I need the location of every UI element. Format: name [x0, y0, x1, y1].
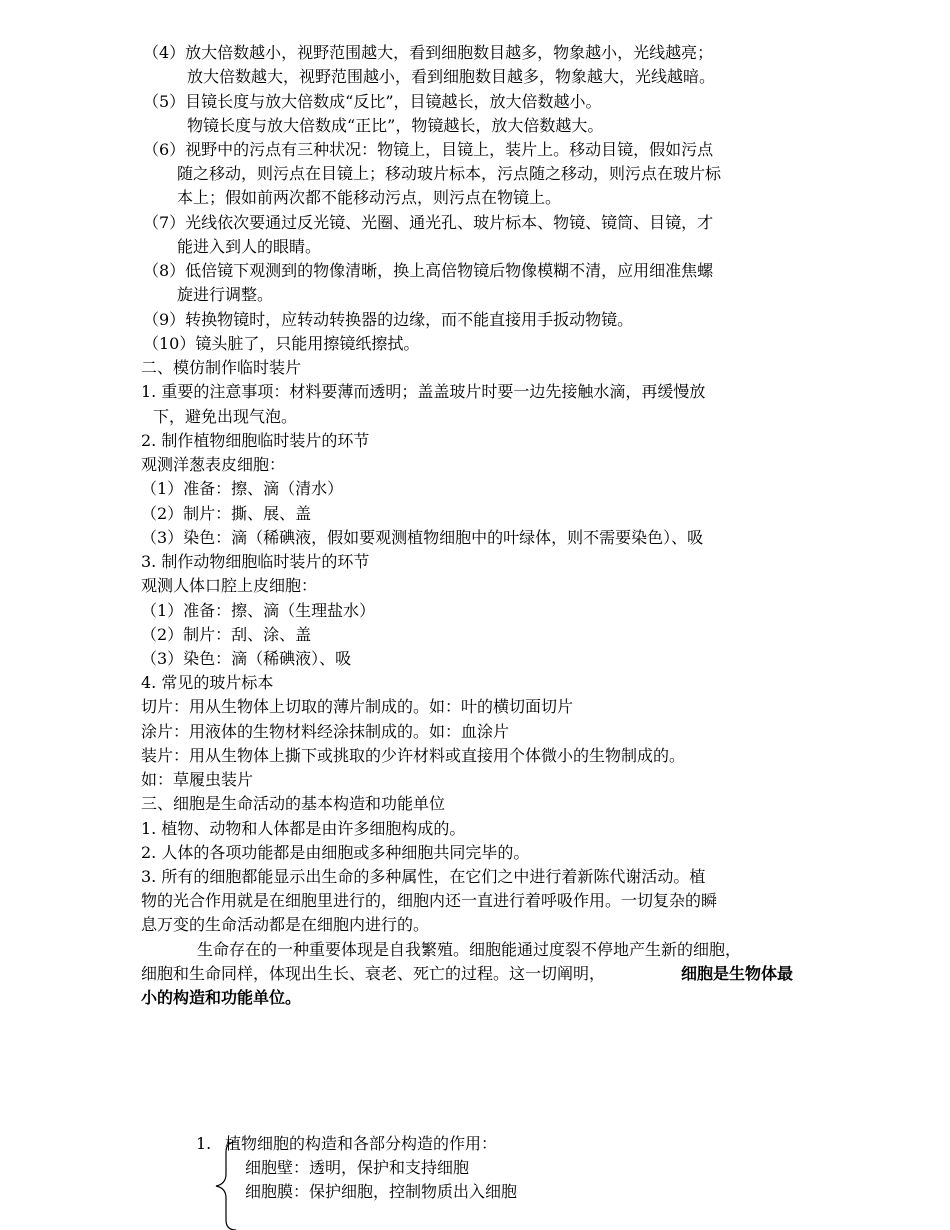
text-line: 二、模仿制作临时装片	[141, 358, 302, 377]
text-line: 下，避免出现气泡。	[153, 407, 298, 426]
text-line: （5）目镜长度与放大倍数成“反比”，目镜越长，放大倍数越小。	[143, 92, 602, 111]
text-line: （4）放大倍数越小，视野范围越大，看到细胞数目越多，物象越小，光线越亮；	[143, 43, 714, 62]
text-line: （10）镜头脏了，只能用擦镜纸擦拭。	[143, 334, 420, 353]
text-line: 2. 人体的各项功能都是由细胞或多种细胞共同完毕的。	[141, 843, 530, 862]
text-line: 能进入到人的眼睛。	[177, 237, 322, 256]
text-line: （6）视野中的污点有三种状况：物镜上，目镜上，装片上。移动目镜，假如污点	[143, 140, 714, 159]
text-line: 观测人体口腔上皮细胞：	[141, 576, 318, 595]
text-line: 1.	[196, 1134, 212, 1153]
text-line: （1）准备：擦、滴（清水）	[141, 479, 344, 498]
text-line: 息万变的生命活动都是在细胞内进行的。	[141, 915, 430, 934]
text-line: 三、细胞是生命活动的基本构造和功能单位	[141, 794, 446, 813]
text-line: 4. 常见的玻片标本	[141, 673, 274, 692]
text-line: 细胞壁：透明，保护和支持细胞	[245, 1158, 470, 1177]
text-line: 生命存在的一种重要体现是自我繁殖。细胞能通过度裂不停地产生新的细胞，	[197, 940, 742, 959]
text-line: （8）低倍镜下观测到的物像清晰，换上高倍物镜后物像模糊不清，应用细准焦螺	[143, 261, 714, 280]
text-line: 如：草履虫装片	[141, 770, 254, 789]
text-line: 植物细胞的构造和各部分构造的作用：	[225, 1134, 498, 1153]
text-line: （9）转换物镜时，应转动转换器的边缘，而不能直接用手扳动物镜。	[143, 310, 634, 329]
text-line: 物镜长度与放大倍数成“正比”，物镜越长，放大倍数越大。	[187, 116, 604, 135]
text-line: 涂片：用液体的生物材料经涂抹制成的。如：血涂片	[141, 722, 510, 741]
text-line: （3）染色：滴（稀碘液，假如要观测植物细胞中的叶绿体，则不需要染色）、吸	[141, 528, 704, 547]
text-line: （1）准备：擦、滴（生理盐水）	[141, 601, 376, 620]
text-line: 放大倍数越大，视野范围越小，看到细胞数目越多，物象越大，光线越暗。	[187, 67, 716, 86]
text-line: 旋进行调整。	[177, 285, 274, 304]
text-line: 细胞和生命同样，体现出生长、衰老、死亡的过程。这一切阐明，	[141, 964, 606, 983]
text-line: 装片：用从生物体上撕下或挑取的少许材料或直接用个体微小的生物制成的。	[141, 746, 686, 765]
text-line: 1. 植物、动物和人体都是由许多细胞构成的。	[141, 819, 466, 838]
text-line: 3. 制作动物细胞临时装片的环节	[141, 552, 370, 571]
left-brace	[214, 1140, 244, 1230]
text-line: 细胞是生物体最	[681, 964, 794, 983]
text-line: 观测洋葱表皮细胞：	[141, 455, 286, 474]
text-line: （2）制片：撕、展、盖	[141, 504, 312, 523]
text-line: （3）染色：滴（稀碘液）、吸	[141, 649, 352, 668]
text-line: 小的构造和功能单位。	[141, 988, 302, 1007]
text-line: 3. 所有的细胞都能显示出生命的多种属性，在它们之中进行着新陈代谢活动。植	[141, 867, 706, 886]
text-line: 2. 制作植物细胞临时装片的环节	[141, 431, 370, 450]
text-line: 切片：用从生物体上切取的薄片制成的。如：叶的横切面切片	[141, 697, 574, 716]
text-line: 1. 重要的注意事项：材料要薄而透明；盖盖玻片时要一边先接触水滴，再缓慢放	[141, 382, 706, 401]
text-line: 细胞膜：保护细胞，控制物质出入细胞	[245, 1182, 518, 1201]
text-line: （7）光线依次要通过反光镜、光圈、通光孔、玻片标本、物镜、镜筒、目镜，才	[143, 213, 714, 232]
text-line: 本上；假如前两次都不能移动污点，则污点在物镜上。	[177, 188, 562, 207]
text-line: 随之移动，则污点在目镜上；移动玻片标本，污点随之移动，则污点在玻片标	[177, 164, 722, 183]
text-line: 物的光合作用就是在细胞里进行的，细胞内还一直进行着呼吸作用。一切复杂的瞬	[141, 891, 718, 910]
text-line: （2）制片：刮、涂、盖	[141, 625, 312, 644]
